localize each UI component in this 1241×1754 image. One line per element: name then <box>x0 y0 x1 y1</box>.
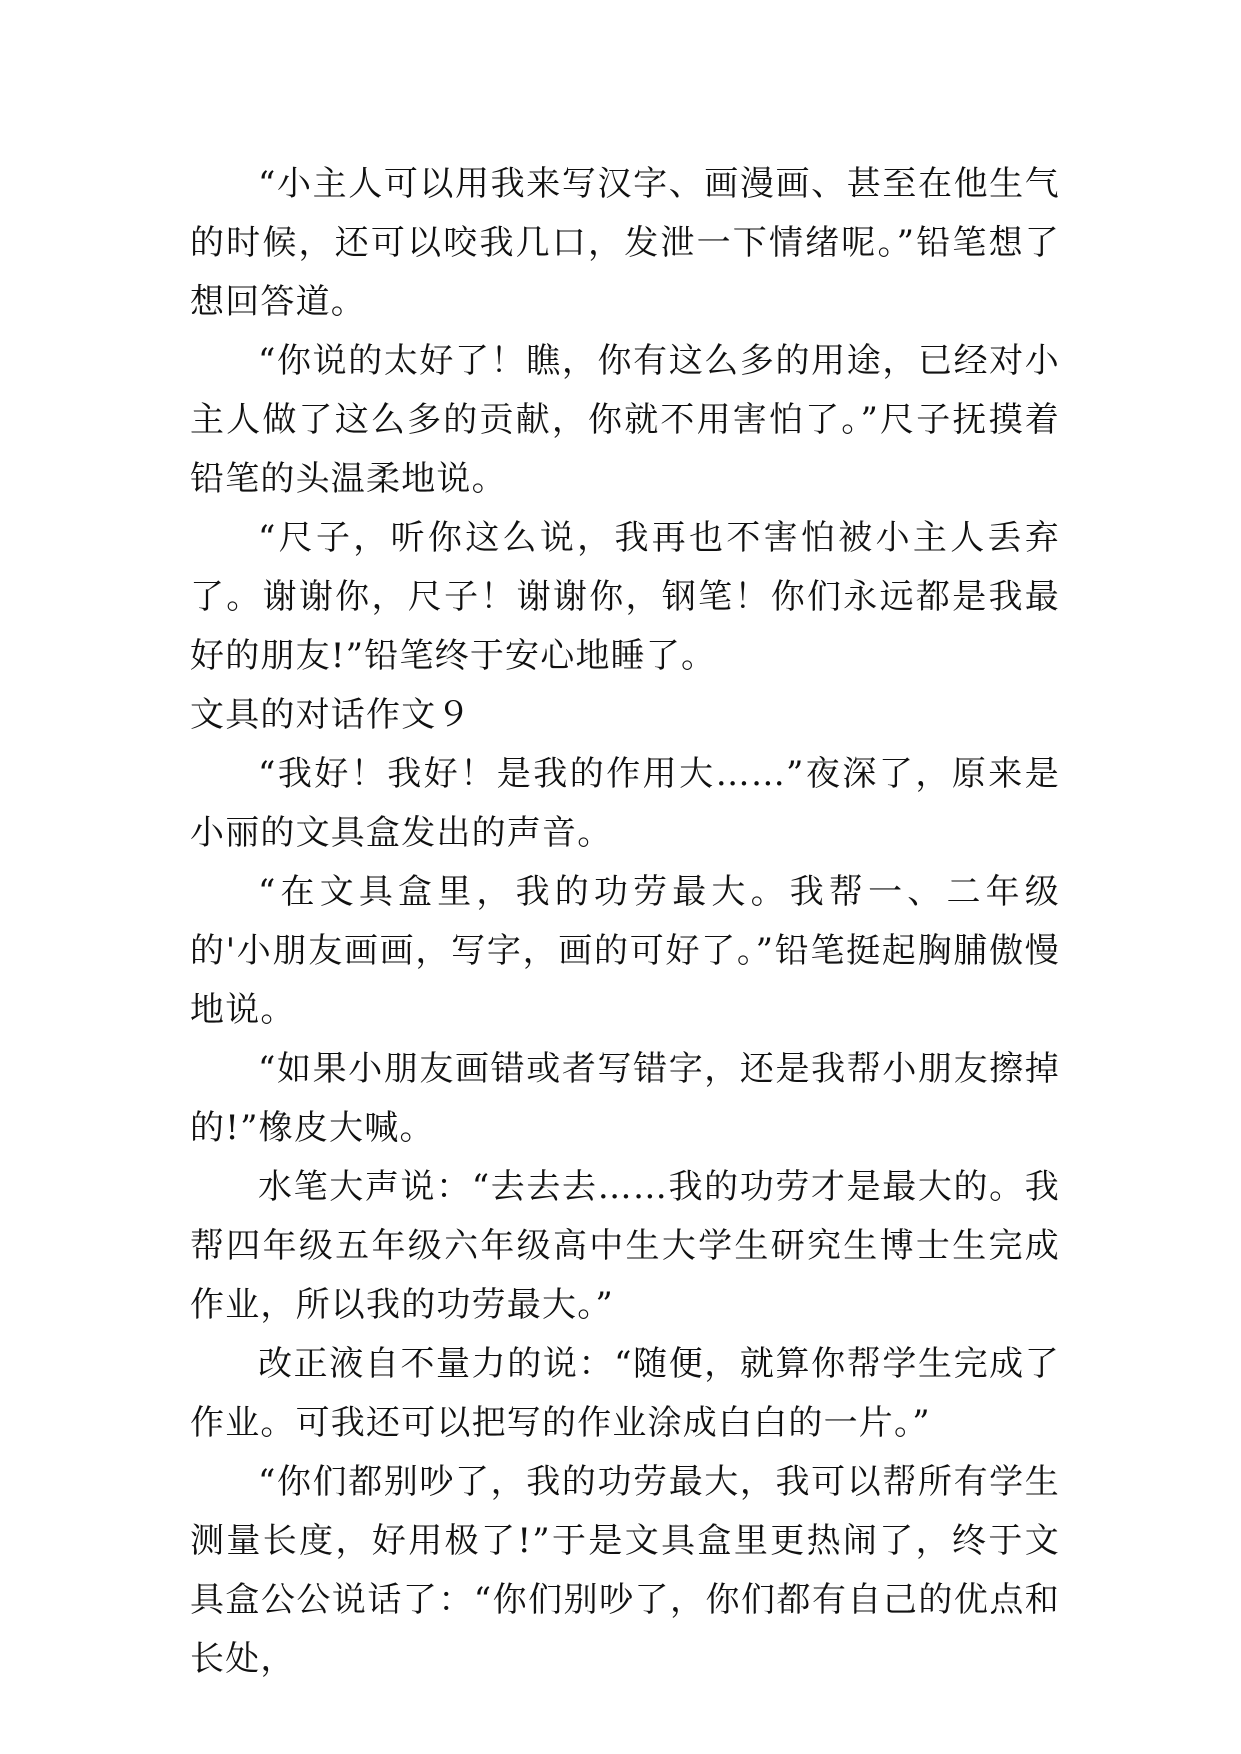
document-body <box>190 155 1060 1689</box>
paragraph: “在文具盒里，我的功劳最大。我帮一、二年级的'小朋友画画，写字，画的可好了。”铅笔挺起胸脯傲慢地说。 <box>190 872 1060 1030</box>
paragraph: “尺子，听你这么说，我再也不害怕被小主人丢弃了。谢谢你，尺子！谢谢你，钢笔！你们永远都是我最好的朋友!”铅笔终于安心地睡了。 <box>190 518 1060 676</box>
paragraph: 改正液自不量力的说：“随便，就算你帮学生完成了作业。可我还可以把写的作业涂成白白的一片。” <box>190 1344 1060 1443</box>
paragraph: “如果小朋友画错或者写错字，还是我帮小朋友擦掉的!”橡皮大喊。 <box>190 1049 1060 1148</box>
paragraph: “小主人可以用我来写汉字、画漫画、甚至在他生气的时候，还可以咬我几口，发泄一下情绪呢。”铅笔想了想回答道。 <box>190 164 1060 322</box>
paragraph: 水笔大声说：“去去去……我的功劳才是最大的。我帮四年级五年级六年级高中生大学生研究生博士生完成作业，所以我的功劳最大。” <box>190 1167 1060 1325</box>
paragraph: “我好！我好！是我的作用大……”夜深了，原来是小丽的文具盒发出的声音。 <box>190 754 1060 853</box>
paragraph: “你说的太好了！瞧，你有这么多的用途，已经对小主人做了这么多的贡献，你就不用害怕了。”尺子抚摸着铅笔的头温柔地说。 <box>190 341 1060 499</box>
section-title: 文具的对话作文９ <box>190 695 472 735</box>
paragraph: “你们都别吵了，我的功劳最大，我可以帮所有学生测量长度，好用极了!”于是文具盒里更热闹了，终于文具盒公公说话了：“你们别吵了，你们都有自己的优点和长处， <box>190 1462 1060 1679</box>
